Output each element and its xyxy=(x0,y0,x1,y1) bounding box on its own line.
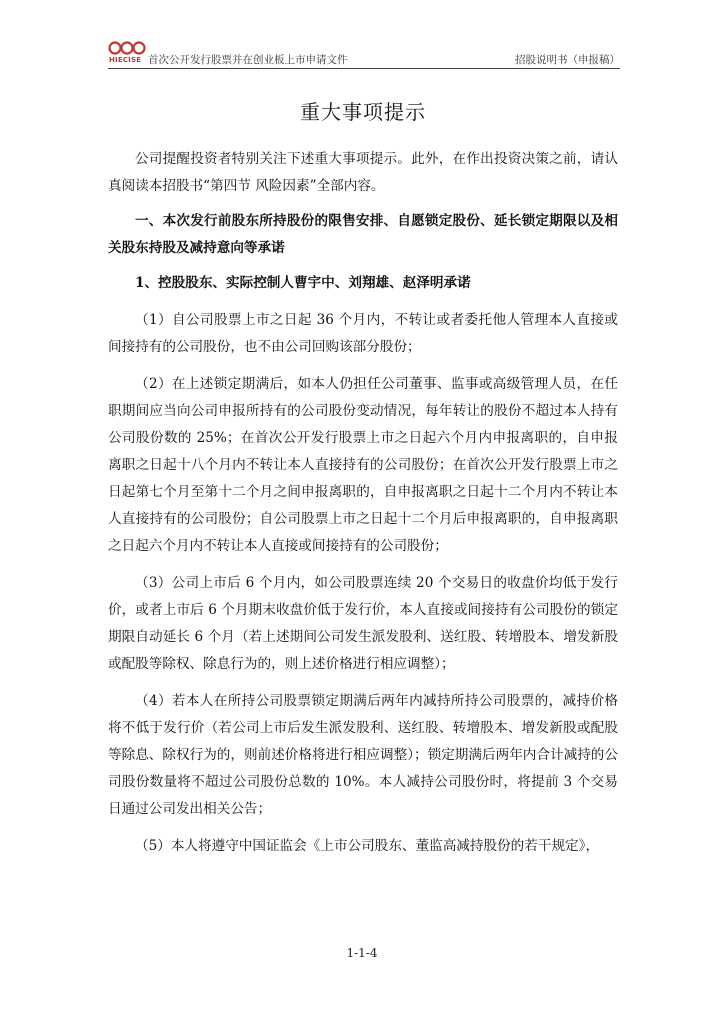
commitment-paragraph-2: （2）在上述锁定期满后，如本人仍担任公司董事、监事或高级管理人员，在任职期间应当向公司申报所持有的公司股份变动情况，每年转让的股份不超过本人持有公司股份数的 25%；在首次公开发行股票上市之日起六个月内申报离职的，自申报离职之日起十八个月内不转让本人直接持有的公司股份；在首次公开发行股票上市之日起第七个月至第十二个月之间申报离职的，自申报离职之日起十二个月内不转让本人直接持有的公司股份；自公司股票上市之日起十二个月后申报离职的，自申报离职之日起六个月内不转让本人直接或间接持有的公司股份； xyxy=(108,376,618,554)
logo-text: HIECISE xyxy=(109,56,142,64)
company-logo xyxy=(108,40,148,68)
header-divider xyxy=(108,68,620,69)
page-number: 1-1-4 xyxy=(346,946,378,960)
commitment-paragraph-5: （5）本人将遵守中国证监会《上市公司股东、董监高减持股份的若干规定》， xyxy=(135,838,600,854)
commitment-paragraph-1: （1）自公司股票上市之日起 36 个月内，不转让或者委托他人管理本人直接或间接持有的公司股份，也不由公司回购该部分股份； xyxy=(108,312,618,355)
logo-rings-icon xyxy=(108,40,146,56)
intro-paragraph: 公司提醒投资者特别关注下述重大事项提示。此外，在作出投资决策之前，请认真阅读本招股书“第四节 风险因素”全部内容。 xyxy=(108,151,618,194)
commitment-paragraph-3: （3）公司上市后 6 个月内，如公司股票连续 20 个交易日的收盘价均低于发行价，或者上市后 6 个月期末收盘价低于发行价，本人直接或间接持有公司股份的锁定期限自动延长 6 个月（若上述期间公司发生派发股利、送红股、转增股本、增发新股或配股等除权、除息行为的，则上述价格进行相应调整）； xyxy=(108,575,618,672)
header-document-type: 招股说明书（申报稿） xyxy=(515,54,620,66)
commitment-paragraph-4: （4）若本人在所持公司股票锁定期满后两年内减持所持公司股票的，减持价格将不低于发行价（若公司上市后发生派发股利、送红股、转增股本、增发新股或配股等除息、除权行为的，则前述价格将进行相应调整）；锁定期满后两年内合计减持的公司股份数量将不超过公司股份总数的 10%。本人减持公司股份时，将提前 3 个交易日通过公司发出相关公告； xyxy=(108,693,618,817)
page-content xyxy=(108,92,618,860)
subsection-heading: 1、控股股东、实际控制人曹宇中、刘翔雄、赵泽明承诺 xyxy=(135,275,471,291)
page-header xyxy=(108,40,620,68)
page-title: 重大事项提示 xyxy=(300,100,426,124)
section-heading: 一、本次发行前股东所持股份的限售安排、自愿锁定股份、延长锁定期限以及相关股东持股及减持意向等承诺 xyxy=(108,213,618,256)
header-document-name: 首次公开发行股票并在创业板上市申请文件 xyxy=(148,54,348,66)
